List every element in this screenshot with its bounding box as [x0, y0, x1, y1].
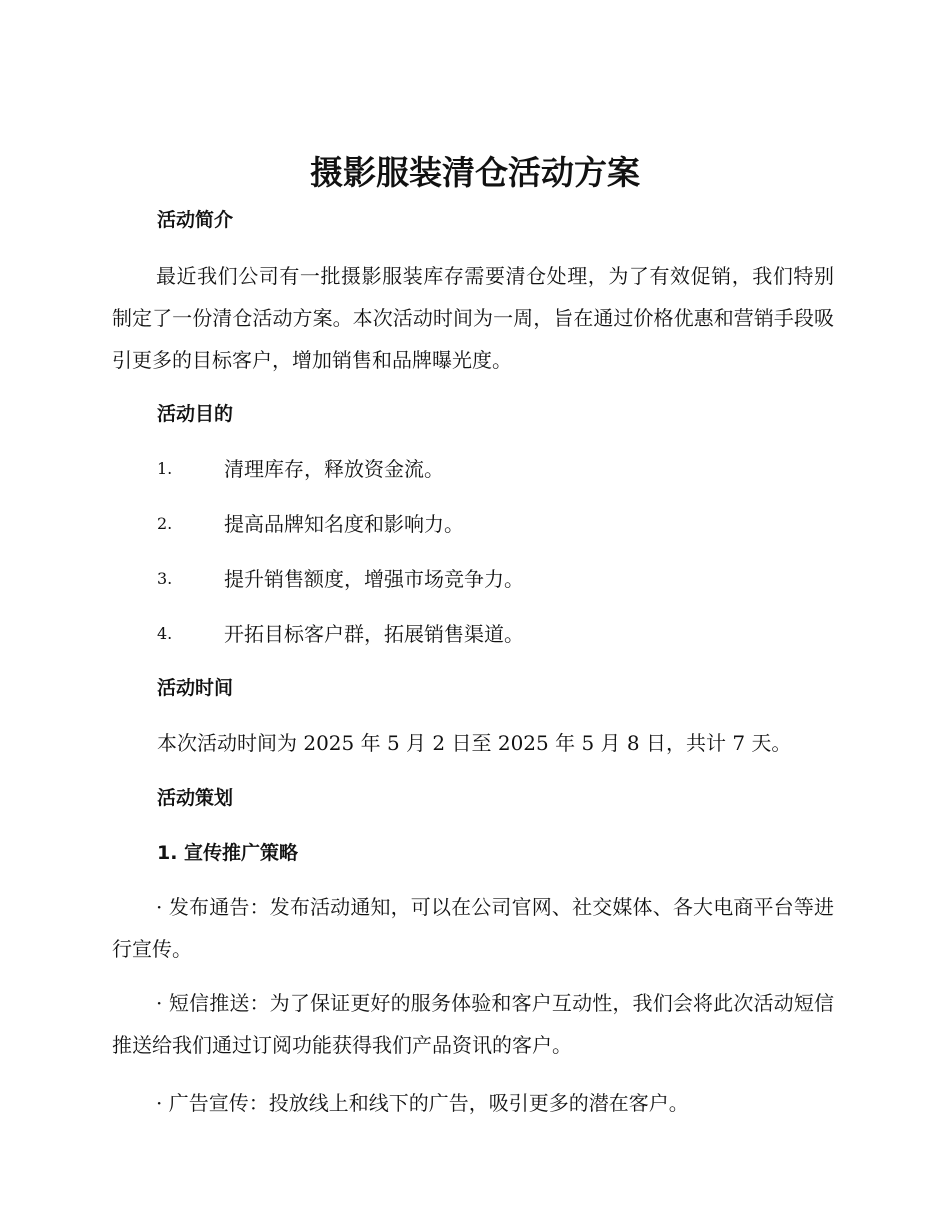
- intro-paragraph: 最近我们公司有一批摄影服装库存需要清仓处理，为了有效促销，我们特别制定了一份清仓活动方案。本次活动时间为一周，旨在通过价格优惠和营销手段吸引更多的目标客户，增加销售和品牌曝光度。: [112, 264, 834, 372]
- list-item: [157, 454, 837, 484]
- list-item: [157, 564, 837, 594]
- document-title: 摄影服装清仓活动方案: [310, 153, 640, 192]
- section-heading-time: 活动时间: [157, 677, 234, 699]
- list-item: [157, 509, 837, 539]
- list-text: 提高品牌知名度和影响力。: [224, 512, 464, 536]
- list-text: 清理库存，释放资金流。: [224, 457, 444, 481]
- list-number: 4.: [157, 624, 173, 643]
- bullet-paragraph: · 广告宣传：投放线上和线下的广告，吸引更多的潜在客户。: [156, 1091, 689, 1115]
- section-heading-intro: 活动简介: [157, 209, 234, 231]
- list-number: 1.: [157, 459, 173, 478]
- subsection-heading-promotion: 1. 宣传推广策略: [157, 842, 299, 864]
- list-text: 开拓目标客户群，拓展销售渠道。: [224, 622, 524, 646]
- list-number: 3.: [157, 569, 173, 588]
- section-heading-planning: 活动策划: [157, 787, 234, 809]
- list-number: 2.: [157, 514, 173, 533]
- section-heading-goals: 活动目的: [157, 403, 234, 425]
- bullet-paragraph: · 发布通告：发布活动通知，可以在公司官网、社交媒体、各大电商平台等进行宣传。: [112, 895, 834, 961]
- time-paragraph: 本次活动时间为 2025 年 5 月 2 日至 2025 年 5 月 8 日，共计 7 天。: [157, 731, 792, 755]
- list-text: 提升销售额度，增强市场竞争力。: [224, 567, 524, 591]
- list-item: [157, 619, 837, 649]
- bullet-paragraph: · 短信推送：为了保证更好的服务体验和客户互动性，我们会将此次活动短信推送给我们通过订阅功能获得我们产品资讯的客户。: [112, 991, 834, 1057]
